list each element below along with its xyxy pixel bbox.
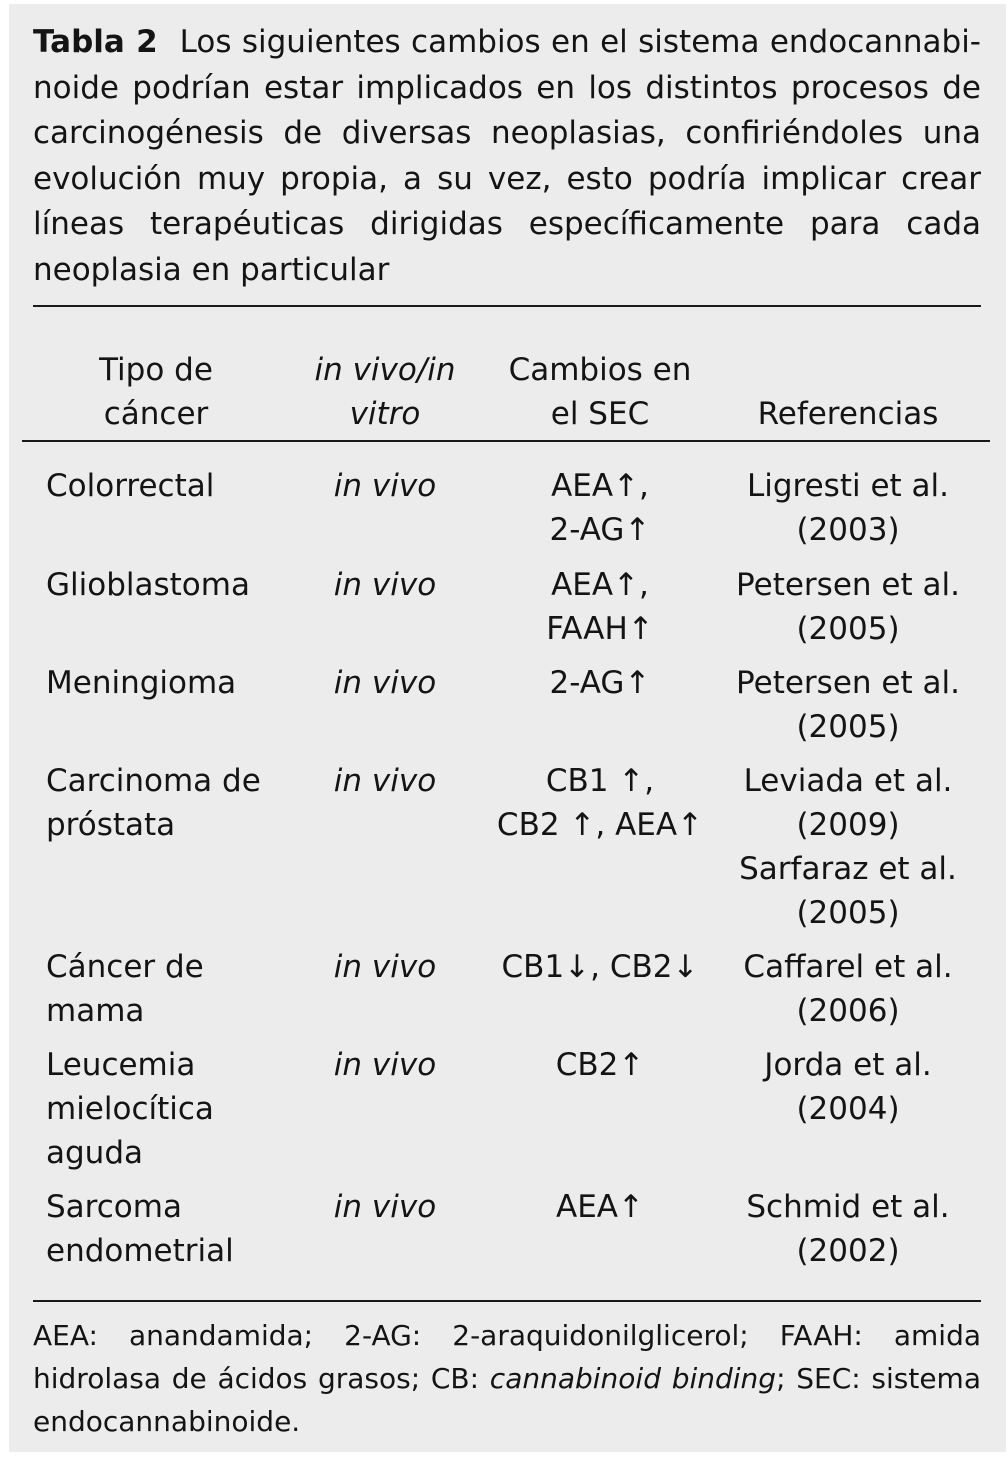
table-row-cell-vivo: in vivo bbox=[333, 763, 437, 799]
table-row-cell-tipo: Sarcoma endometrial bbox=[46, 1189, 234, 1269]
table-row-cell-sec: CB1 ↑, CB2 ↑, AEA↑ bbox=[496, 763, 704, 843]
table-row-cell-vivo: in vivo bbox=[333, 665, 437, 701]
header-tipo-de-cancer: Tipo de cáncer bbox=[99, 352, 213, 432]
caption-line: Los siguientes cambios en el sistema endocannabi- bbox=[179, 24, 981, 60]
table-row-cell-ref: Jorda et al. (2004) bbox=[764, 1047, 932, 1127]
footnote-abbreviations-end: ; SEC: sistema endocannabinoide. bbox=[33, 1362, 981, 1438]
table-row-cell-tipo: Colorrectal bbox=[46, 468, 215, 504]
footnote-abbreviations: AEA: anandamida; 2-AG: 2-araquidonilglicerol; FAAH: amida hidrolasa de ácidos grasos; CB: bbox=[33, 1319, 981, 1395]
table-caption bbox=[33, 20, 981, 293]
table-row-cell-sec: AEA↑, 2-AG↑ bbox=[549, 468, 651, 548]
caption-line: evolución muy propia, a su vez, esto podría implicar crear bbox=[33, 160, 981, 197]
table-row-cell-ref: Leviada et al. (2009) Sarfaraz et al. (2005) bbox=[739, 763, 957, 931]
caption-line: carcinogénesis de diversas neoplasias, confiriéndoles una bbox=[33, 115, 981, 151]
table-row-cell-tipo: Cáncer de mama bbox=[46, 949, 204, 1029]
table-row-cell-sec: CB2↑ bbox=[555, 1047, 645, 1083]
caption-line: noide podrían estar implicados en los distintos procesos de bbox=[33, 69, 981, 106]
header-cambios-sec: Cambios en el SEC bbox=[508, 352, 692, 432]
table-footnote bbox=[33, 1314, 981, 1443]
table-row-cell-tipo: Glioblastoma bbox=[46, 567, 250, 603]
table-row-cell-vivo: in vivo bbox=[333, 468, 437, 504]
header-in-vivo-in-vitro: in vivo/in vitro bbox=[314, 352, 456, 432]
header-referencias: Referencias bbox=[757, 396, 939, 432]
table-row-cell-vivo: in vivo bbox=[333, 1189, 437, 1225]
caption-line: líneas terapéuticas dirigidas específicamente para cada bbox=[33, 206, 981, 242]
caption-line: neoplasia en particular bbox=[33, 251, 390, 288]
table-row-cell-sec: 2-AG↑ bbox=[549, 665, 651, 701]
footnote-italic-term: cannabinoid binding bbox=[489, 1362, 777, 1395]
table-row-cell-ref: Ligresti et al. (2003) bbox=[746, 468, 949, 548]
table-row-cell-tipo: Meningioma bbox=[46, 665, 237, 701]
caption-divider bbox=[33, 305, 981, 307]
table-row-cell-sec: AEA↑ bbox=[556, 1189, 644, 1225]
table-row-cell-ref: Caffarel et al. (2006) bbox=[743, 949, 953, 1029]
table-row-cell-sec: AEA↑, FAAH↑ bbox=[546, 567, 654, 647]
table-row-cell-vivo: in vivo bbox=[333, 567, 437, 603]
header-divider bbox=[22, 440, 990, 442]
table-row-cell-sec: CB1↓, CB2↓ bbox=[501, 949, 699, 985]
table-bottom-divider bbox=[33, 1300, 981, 1302]
table-row-cell-tipo: Leucemia mielocítica aguda bbox=[46, 1047, 214, 1171]
table-row-cell-vivo: in vivo bbox=[333, 1047, 437, 1083]
table-row-cell-vivo: in vivo bbox=[333, 949, 437, 985]
table-row-cell-tipo: Carcinoma de próstata bbox=[46, 763, 261, 843]
table-row-cell-ref: Petersen et al. (2005) bbox=[736, 567, 960, 647]
table-row-cell-ref: Petersen et al. (2005) bbox=[736, 665, 960, 745]
table-row-cell-ref: Schmid et al. (2002) bbox=[746, 1189, 950, 1269]
table-label: Tabla 2 bbox=[33, 24, 158, 60]
